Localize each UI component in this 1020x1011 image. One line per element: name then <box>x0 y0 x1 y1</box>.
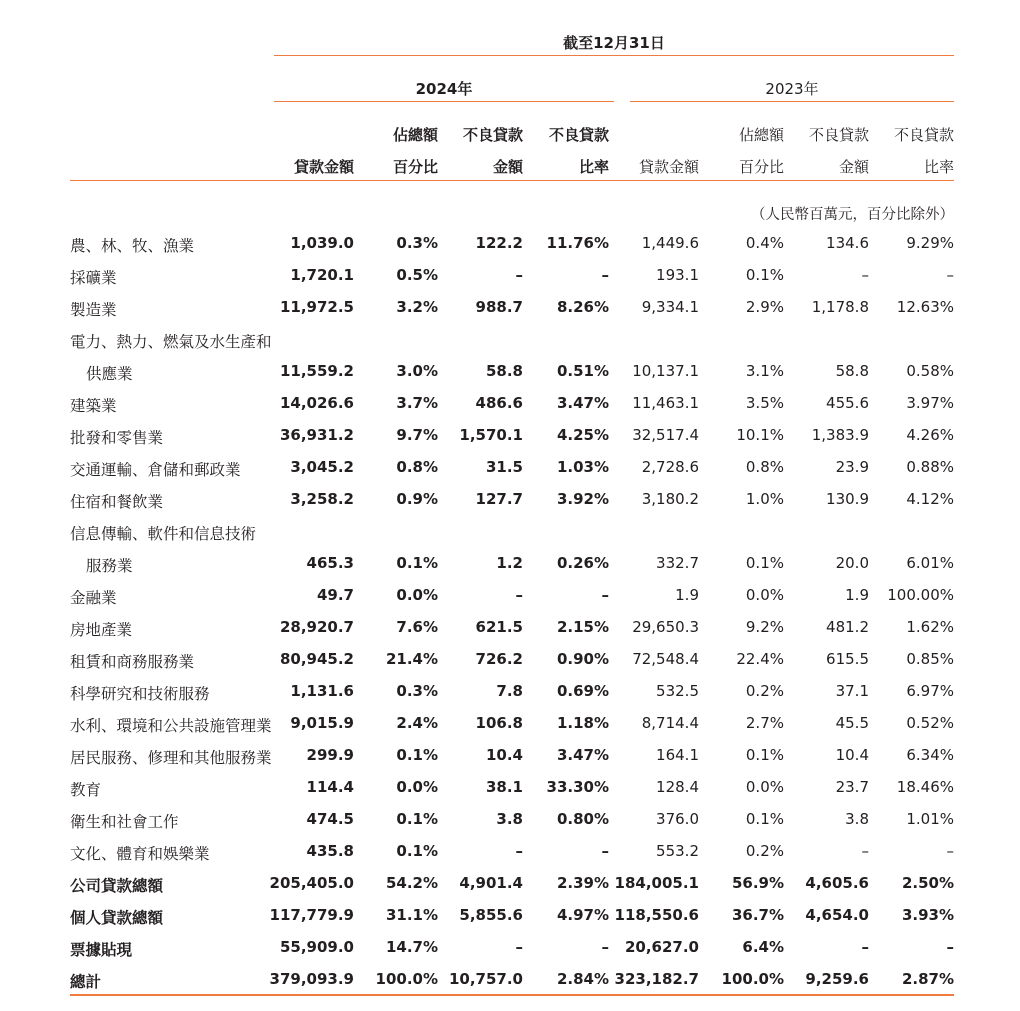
cell-col-4: 0.90% <box>556 650 609 668</box>
cell-col-4: 2.39% <box>556 874 609 892</box>
cell-col-6: 0.1% <box>745 810 784 828</box>
row-label: 公司貸款總額 <box>70 877 164 895</box>
cell-col-5: 29,650.3 <box>632 618 699 636</box>
cell-col-2: 0.1% <box>396 554 438 572</box>
cell-col-4: 4.25% <box>556 426 609 444</box>
cell-col-4: 33.30% <box>546 778 609 796</box>
cell-col-2: 0.0% <box>396 778 438 796</box>
cell-col-2: 7.6% <box>396 618 438 636</box>
row-label: 供應業 <box>86 365 133 383</box>
column-header-4-line2: 比率 <box>578 158 609 176</box>
cell-col-5: 8,714.4 <box>641 714 699 732</box>
cell-col-1: 3,045.2 <box>290 458 354 476</box>
cell-col-3: 621.5 <box>475 618 523 636</box>
year-2023-header: 2023年 <box>765 80 819 98</box>
cell-col-5: 11,463.1 <box>632 394 699 412</box>
cell-col-7: 10.4 <box>835 746 869 764</box>
cell-col-4: 4.97% <box>556 906 609 924</box>
cell-col-5: 1,449.6 <box>641 234 699 252</box>
cell-col-3: 1,570.1 <box>459 426 523 444</box>
cell-col-4: 0.26% <box>556 554 609 572</box>
column-header-1-line2: 貸款金額 <box>293 158 354 176</box>
cell-col-5: 376.0 <box>656 810 699 828</box>
cell-col-1: 3,258.2 <box>290 490 354 508</box>
cell-col-3: – <box>515 586 523 604</box>
cell-col-5: 128.4 <box>656 778 699 796</box>
cell-col-8: 12.63% <box>896 298 954 316</box>
cell-col-3: 1.2 <box>496 554 523 572</box>
cell-col-2: 14.7% <box>385 938 438 956</box>
cell-col-1: 28,920.7 <box>279 618 354 636</box>
cell-col-3: 58.8 <box>485 362 523 380</box>
cell-col-1: 36,931.2 <box>279 426 354 444</box>
cell-col-2: 0.3% <box>396 682 438 700</box>
cell-col-5: 184,005.1 <box>614 874 699 892</box>
column-header-3-line1: 不良貸款 <box>462 126 523 144</box>
column-header-2-line1: 佔總額 <box>392 126 438 144</box>
cell-col-8: 4.12% <box>906 490 954 508</box>
cell-col-8: 1.62% <box>906 618 954 636</box>
cell-col-8: 0.58% <box>906 362 954 380</box>
cell-col-3: – <box>515 938 523 956</box>
cell-col-2: 0.1% <box>396 746 438 764</box>
cell-col-8: 3.97% <box>906 394 954 412</box>
unit-note: （人民幣百萬元，百分比除外） <box>751 207 954 223</box>
cell-col-1: 117,779.9 <box>269 906 354 924</box>
column-header-8-line1: 不良貸款 <box>893 126 954 144</box>
cell-col-7: 3.8 <box>845 810 869 828</box>
row-label: 教育 <box>70 781 102 799</box>
cell-col-4: 2.84% <box>556 970 609 988</box>
row-label: 總計 <box>70 973 102 991</box>
cell-col-2: 3.2% <box>396 298 438 316</box>
cell-col-2: 0.1% <box>396 842 438 860</box>
cell-col-2: 0.8% <box>396 458 438 476</box>
cell-col-8: 2.87% <box>901 970 954 988</box>
cell-col-3: 106.8 <box>475 714 523 732</box>
cell-col-3: 726.2 <box>475 650 523 668</box>
cell-col-2: 3.0% <box>396 362 438 380</box>
cell-col-1: 205,405.0 <box>269 874 354 892</box>
cell-col-7: 481.2 <box>826 618 869 636</box>
cell-col-6: 0.0% <box>745 586 784 604</box>
cell-col-4: 3.47% <box>556 394 609 412</box>
cell-col-1: 80,945.2 <box>279 650 354 668</box>
cell-col-4: 1.03% <box>556 458 609 476</box>
cell-col-6: 9.2% <box>745 618 784 636</box>
row-label: 金融業 <box>70 589 117 607</box>
period-rule <box>274 55 954 56</box>
row-label: 信息傳輸、軟件和信息技術 <box>70 525 257 543</box>
cell-col-3: 10,757.0 <box>448 970 523 988</box>
cell-col-2: 0.9% <box>396 490 438 508</box>
cell-col-5: 164.1 <box>656 746 699 764</box>
cell-col-1: 379,093.9 <box>269 970 354 988</box>
cell-col-5: 332.7 <box>656 554 699 572</box>
cell-col-4: 0.51% <box>556 362 609 380</box>
cell-col-6: 3.1% <box>745 362 784 380</box>
row-label: 採礦業 <box>70 269 117 287</box>
cell-col-6: 0.2% <box>745 682 784 700</box>
cell-col-8: 0.85% <box>906 650 954 668</box>
cell-col-7: 1.9 <box>845 586 869 604</box>
cell-col-4: 0.80% <box>556 810 609 828</box>
header-bottom-rule <box>70 180 954 181</box>
cell-col-2: 3.7% <box>396 394 438 412</box>
column-header-6-line1: 佔總額 <box>738 126 784 144</box>
cell-col-6: 1.0% <box>745 490 784 508</box>
cell-col-5: 118,550.6 <box>614 906 699 924</box>
cell-col-7: 20.0 <box>835 554 869 572</box>
cell-col-7: 4,605.6 <box>805 874 869 892</box>
cell-col-4: – <box>601 842 609 860</box>
cell-col-7: 9,259.6 <box>805 970 869 988</box>
cell-col-2: 0.3% <box>396 234 438 252</box>
cell-col-7: 1,383.9 <box>811 426 869 444</box>
cell-col-3: 4,901.4 <box>459 874 523 892</box>
column-header-7-line1: 不良貸款 <box>808 126 869 144</box>
cell-col-8: 6.34% <box>906 746 954 764</box>
cell-col-3: 38.1 <box>485 778 523 796</box>
row-label: 居民服務、修理和其他服務業 <box>70 749 272 767</box>
cell-col-4: 11.76% <box>546 234 609 252</box>
cell-col-4: 2.15% <box>556 618 609 636</box>
cell-col-5: 323,182.7 <box>614 970 699 988</box>
cell-col-6: 2.9% <box>745 298 784 316</box>
cell-col-6: 10.1% <box>736 426 784 444</box>
cell-col-4: – <box>601 266 609 284</box>
cell-col-1: 49.7 <box>316 586 354 604</box>
cell-col-1: 1,720.1 <box>290 266 354 284</box>
cell-col-3: – <box>515 842 523 860</box>
column-header-4-line1: 不良貸款 <box>548 126 609 144</box>
cell-col-5: 9,334.1 <box>641 298 699 316</box>
cell-col-3: – <box>515 266 523 284</box>
row-label: 交通運輸、倉儲和郵政業 <box>70 461 241 479</box>
column-header-6-line2: 百分比 <box>738 158 784 176</box>
cell-col-4: – <box>601 586 609 604</box>
row-label: 建築業 <box>70 397 117 415</box>
cell-col-5: 10,137.1 <box>632 362 699 380</box>
cell-col-2: 9.7% <box>396 426 438 444</box>
cell-col-7: 615.5 <box>826 650 869 668</box>
column-header-3-line2: 金額 <box>492 158 523 176</box>
cell-col-6: 2.7% <box>745 714 784 732</box>
cell-col-6: 36.7% <box>731 906 784 924</box>
column-header-5-line2: 貸款金額 <box>638 158 699 176</box>
cell-col-6: 100.0% <box>721 970 784 988</box>
period-header: 截至12月31日 <box>563 34 665 52</box>
cell-col-1: 1,131.6 <box>290 682 354 700</box>
row-label: 票據貼現 <box>70 941 133 959</box>
cell-col-7: 45.5 <box>835 714 869 732</box>
cell-col-6: 22.4% <box>736 650 784 668</box>
cell-col-5: 532.5 <box>656 682 699 700</box>
cell-col-4: 3.47% <box>556 746 609 764</box>
cell-col-6: 0.8% <box>745 458 784 476</box>
cell-col-8: 6.01% <box>906 554 954 572</box>
row-label: 住宿和餐飲業 <box>70 493 164 511</box>
cell-col-8: 2.50% <box>901 874 954 892</box>
cell-col-2: 0.0% <box>396 586 438 604</box>
cell-col-8: 18.46% <box>896 778 954 796</box>
row-label: 水利、環境和公共設施管理業 <box>70 717 272 735</box>
cell-col-6: 0.0% <box>745 778 784 796</box>
cell-col-5: 3,180.2 <box>641 490 699 508</box>
cell-col-1: 1,039.0 <box>290 234 354 252</box>
cell-col-2: 0.1% <box>396 810 438 828</box>
cell-col-7: – <box>861 842 869 860</box>
cell-col-1: 114.4 <box>306 778 354 796</box>
cell-col-3: 486.6 <box>475 394 523 412</box>
cell-col-5: 32,517.4 <box>632 426 699 444</box>
cell-col-5: 2,728.6 <box>641 458 699 476</box>
cell-col-3: 988.7 <box>475 298 523 316</box>
cell-col-3: 31.5 <box>485 458 523 476</box>
cell-col-8: 3.93% <box>901 906 954 924</box>
cell-col-6: 0.1% <box>745 266 784 284</box>
year-2024-header: 2024年 <box>415 80 473 98</box>
row-label: 電力、熱力、燃氣及水生產和 <box>70 333 272 351</box>
cell-col-3: 127.7 <box>475 490 523 508</box>
cell-col-3: 3.8 <box>496 810 523 828</box>
cell-col-6: 3.5% <box>745 394 784 412</box>
cell-col-6: 56.9% <box>731 874 784 892</box>
cell-col-8: 0.88% <box>906 458 954 476</box>
row-label: 房地產業 <box>70 621 133 639</box>
cell-col-6: 0.1% <box>745 554 784 572</box>
cell-col-7: 23.9 <box>835 458 869 476</box>
cell-col-7: – <box>861 938 869 956</box>
cell-col-1: 11,972.5 <box>279 298 354 316</box>
cell-col-7: 37.1 <box>835 682 869 700</box>
cell-col-1: 9,015.9 <box>290 714 354 732</box>
cell-col-7: 130.9 <box>826 490 869 508</box>
cell-col-7: 4,654.0 <box>805 906 869 924</box>
cell-col-1: 14,026.6 <box>279 394 354 412</box>
cell-col-8: 100.00% <box>887 586 954 604</box>
row-label: 衛生和社會工作 <box>70 813 179 831</box>
cell-col-6: 0.1% <box>745 746 784 764</box>
cell-col-2: 31.1% <box>385 906 438 924</box>
cell-col-1: 299.9 <box>306 746 354 764</box>
cell-col-7: 134.6 <box>826 234 869 252</box>
cell-col-4: 8.26% <box>556 298 609 316</box>
row-label: 製造業 <box>70 301 117 319</box>
cell-col-1: 465.3 <box>306 554 354 572</box>
cell-col-4: 1.18% <box>556 714 609 732</box>
cell-col-4: 3.92% <box>556 490 609 508</box>
cell-col-4: 0.69% <box>556 682 609 700</box>
cell-col-8: 4.26% <box>906 426 954 444</box>
cell-col-6: 0.2% <box>745 842 784 860</box>
row-label: 租賃和商務服務業 <box>70 653 195 671</box>
cell-col-2: 21.4% <box>385 650 438 668</box>
cell-col-3: 5,855.6 <box>459 906 523 924</box>
cell-col-7: 1,178.8 <box>811 298 869 316</box>
cell-col-5: 1.9 <box>675 586 699 604</box>
cell-col-2: 2.4% <box>396 714 438 732</box>
cell-col-8: – <box>946 938 954 956</box>
row-label: 農、林、牧、漁業 <box>70 237 195 255</box>
cell-col-8: – <box>946 842 954 860</box>
cell-col-5: 20,627.0 <box>624 938 699 956</box>
year-2023-rule <box>630 101 954 102</box>
row-label: 文化、體育和娛樂業 <box>70 845 210 863</box>
cell-col-8: 6.97% <box>906 682 954 700</box>
cell-col-2: 100.0% <box>375 970 438 988</box>
cell-col-7: – <box>861 266 869 284</box>
cell-col-2: 0.5% <box>396 266 438 284</box>
cell-col-8: 1.01% <box>906 810 954 828</box>
cell-col-4: – <box>601 938 609 956</box>
cell-col-3: 122.2 <box>475 234 523 252</box>
cell-col-8: 9.29% <box>906 234 954 252</box>
column-header-7-line2: 金額 <box>838 158 869 176</box>
cell-col-5: 72,548.4 <box>632 650 699 668</box>
row-label: 批發和零售業 <box>70 429 164 447</box>
cell-col-2: 54.2% <box>385 874 438 892</box>
cell-col-7: 23.7 <box>835 778 869 796</box>
cell-col-1: 55,909.0 <box>279 938 354 956</box>
cell-col-8: 0.52% <box>906 714 954 732</box>
cell-col-8: – <box>946 266 954 284</box>
column-header-2-line2: 百分比 <box>392 158 438 176</box>
cell-col-3: 7.8 <box>496 682 523 700</box>
cell-col-5: 193.1 <box>656 266 699 284</box>
column-header-8-line2: 比率 <box>923 158 954 176</box>
row-label: 科學研究和技術服務 <box>70 685 210 703</box>
cell-col-5: 553.2 <box>656 842 699 860</box>
cell-col-6: 6.4% <box>742 938 784 956</box>
row-label: 個人貸款總額 <box>70 909 164 927</box>
cell-col-3: 10.4 <box>485 746 523 764</box>
cell-col-1: 435.8 <box>306 842 354 860</box>
cell-col-7: 58.8 <box>835 362 869 380</box>
year-2024-rule <box>274 101 614 102</box>
table-bottom-rule <box>70 994 954 996</box>
cell-col-6: 0.4% <box>745 234 784 252</box>
cell-col-1: 474.5 <box>306 810 354 828</box>
cell-col-7: 455.6 <box>826 394 869 412</box>
row-label: 服務業 <box>86 557 133 575</box>
cell-col-1: 11,559.2 <box>279 362 354 380</box>
